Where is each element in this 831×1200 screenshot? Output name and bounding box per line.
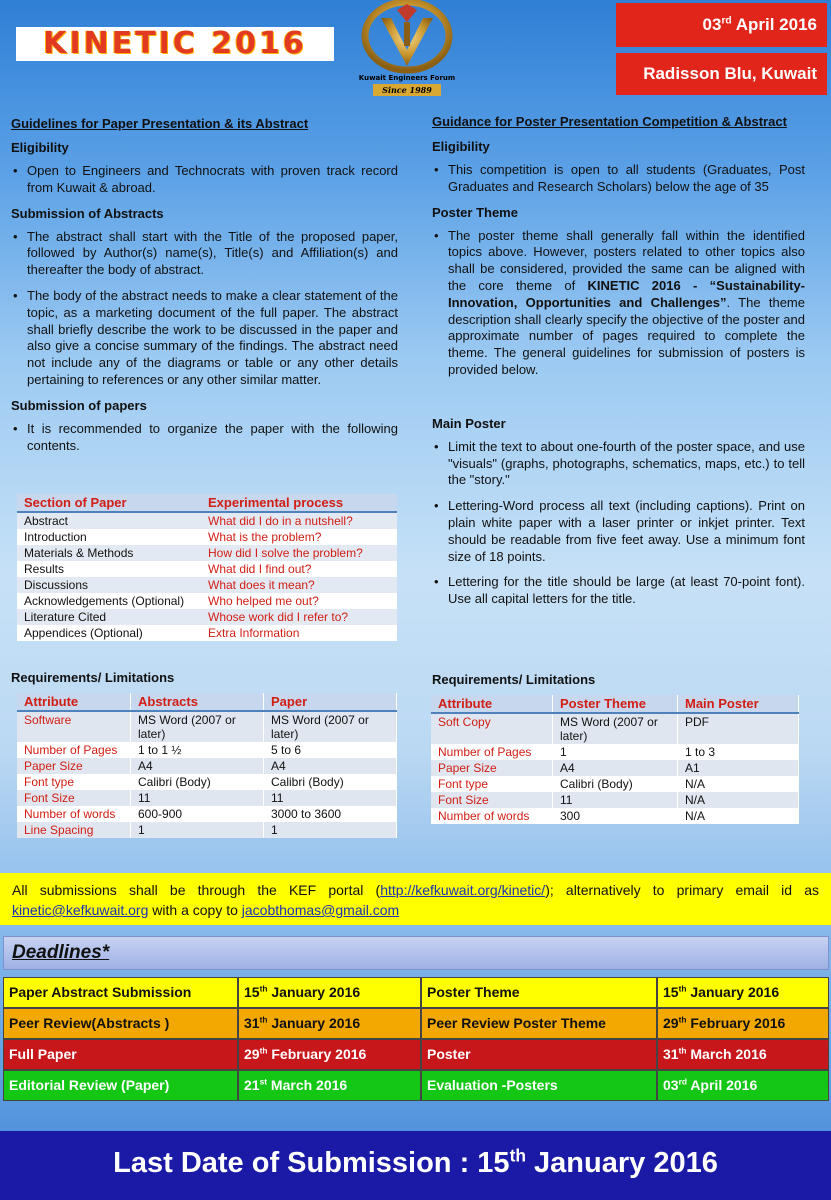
req-title: Requirements/ Limitations xyxy=(11,670,175,685)
table-cell: Font type xyxy=(431,776,553,792)
paper-guidelines xyxy=(11,116,398,454)
table-cell: How did I solve the problem? xyxy=(201,545,397,561)
table-cell: Materials & Methods xyxy=(17,545,201,561)
table-cell: Number of words xyxy=(17,806,131,822)
primary-email-link[interactable]: kinetic@kefkuwait.org xyxy=(12,902,149,918)
deadline-date: 31th January 2016 xyxy=(238,1008,421,1039)
table-row xyxy=(431,744,799,760)
table-cell: 1 to 3 xyxy=(678,744,799,760)
deadline-label: Poster Theme xyxy=(421,977,657,1008)
table-header: Main Poster xyxy=(678,695,799,713)
table-header: Paper xyxy=(264,693,397,711)
table-cell: Number of Pages xyxy=(431,744,553,760)
table-cell: Font Size xyxy=(431,792,553,808)
deadline-label: Poster xyxy=(421,1039,657,1070)
table-cell: 11 xyxy=(553,792,678,808)
poster-guidelines xyxy=(432,114,805,608)
deadline-label: Paper Abstract Submission xyxy=(3,977,238,1008)
table-row xyxy=(431,760,799,776)
deadline-date: 15th January 2016 xyxy=(657,977,829,1008)
deadline-date: 29th February 2016 xyxy=(238,1039,421,1070)
abstracts-bullet: • The abstract shall start with the Title of the proposed paper, followed by Author(s) name(s), Title(s) and Affiliation(s) and thereafter the body of abstract. xyxy=(11,229,398,279)
table-cell: 5 to 6 xyxy=(264,742,397,758)
event-venue: Radisson Blu, Kuwait xyxy=(616,53,827,95)
poster-theme-title: Poster Theme xyxy=(432,204,518,220)
table-row xyxy=(17,758,397,774)
table-header: Attribute xyxy=(17,693,131,711)
abstracts-bullet: • The body of the abstract needs to make a clear statement of the topic, as a marketing document of the full paper. The abstract shall briefly describe the work to be discussed in the paper and also give a concise summary of the findings. The abstract need not include any of the diagrams or table or any other details pertaining to references or any other similar matter. xyxy=(11,288,398,389)
deadline-row xyxy=(3,1070,829,1101)
main-poster-title: Main Poster xyxy=(432,415,506,431)
deadline-label: Editorial Review (Paper) xyxy=(3,1070,238,1101)
table-header: Abstracts xyxy=(131,693,264,711)
table-row xyxy=(17,609,397,625)
deadline-date: 03rd April 2016 xyxy=(657,1070,829,1101)
table-cell: MS Word (2007 or later) xyxy=(264,711,397,742)
table-cell: Discussions xyxy=(17,577,201,593)
table-row xyxy=(17,625,397,641)
table-header: Section of Paper xyxy=(17,494,201,512)
table-cell: Paper Size xyxy=(431,760,553,776)
papers-title: Submission of papers xyxy=(11,397,147,413)
table-cell: Introduction xyxy=(24,530,87,544)
table-row xyxy=(431,713,799,744)
table-row xyxy=(17,593,397,609)
kinetic-logo: KINETIC 2016 xyxy=(16,27,334,61)
table-row xyxy=(431,808,799,824)
table-cell: 300 xyxy=(553,808,678,824)
table-header: Attribute xyxy=(431,695,553,713)
deadline-date: 31th March 2016 xyxy=(657,1039,829,1070)
papers-text: • It is recommended to organize the paper with the following contents. xyxy=(11,421,398,455)
table-cell: 3000 to 3600 xyxy=(264,806,397,822)
kef-emblem-icon xyxy=(353,0,461,100)
table-cell: Abstract xyxy=(17,512,201,529)
table-cell: Paper Size xyxy=(17,758,131,774)
table-cell: MS Word (2007 or later) xyxy=(553,713,678,744)
eligibility-text: • This competition is open to all students (Graduates, Post Graduates and Research Scholars) below the age of 35 xyxy=(432,162,805,196)
deadline-label: Evaluation -Posters xyxy=(421,1070,657,1101)
table-cell: A1 xyxy=(678,760,799,776)
paper-guidelines-heading: Guidelines for Paper Presentation & its Abstract xyxy=(11,116,309,131)
table-cell: 1 xyxy=(264,822,397,838)
table-cell: Whose work did I refer to? xyxy=(201,609,397,625)
deadline-row xyxy=(3,977,829,1008)
table-cell: Literature Cited xyxy=(17,609,201,625)
eligibility-title: Eligibility xyxy=(11,140,69,155)
submission-notice: All submissions shall be through the KEF portal (http://kefkuwait.org/kinetic/); alternatively to primary email id as kinetic@kefkuwait.org with a copy to jacobthomas@gmail.com xyxy=(0,873,831,925)
table-cell: 11 xyxy=(131,790,264,806)
table-cell: N/A xyxy=(678,792,799,808)
table-cell: Soft Copy xyxy=(431,713,553,744)
req-title: Requirements/ Limitations xyxy=(432,672,596,687)
table-cell: Calibri (Body) xyxy=(264,774,397,790)
table-row xyxy=(17,742,397,758)
poster-requirements-table xyxy=(431,695,799,824)
deadline-row xyxy=(3,1039,829,1070)
table-cell: MS Word (2007 or later) xyxy=(131,711,264,742)
table-row xyxy=(17,512,397,529)
table-cell: Font Size xyxy=(17,790,131,806)
table-row xyxy=(17,529,397,545)
table-cell: Number of Pages xyxy=(17,742,131,758)
table-header: Experimental process xyxy=(201,494,397,512)
table-cell: A4 xyxy=(131,758,264,774)
table-cell: What did I find out? xyxy=(208,562,312,576)
table-cell: Font type xyxy=(17,774,131,790)
table-cell: Calibri (Body) xyxy=(553,776,678,792)
paper-requirements-table xyxy=(17,693,397,838)
table-cell: What does it mean? xyxy=(201,577,397,593)
deadlines-title: Deadlines* xyxy=(3,936,829,970)
emblem-caption: Kuwait Engineers Forum xyxy=(358,74,456,82)
table-row xyxy=(17,545,397,561)
main-poster-bullet: • Lettering-Word process all text (including captions). Print on plain white paper with a laser printer or inkjet printer. Text should be readable from five feet away. Use a minimum font size of 18 points. xyxy=(432,498,805,565)
table-cell: N/A xyxy=(678,808,799,824)
deadline-row xyxy=(3,1008,829,1039)
table-row xyxy=(17,711,397,742)
deadline-date: 29th February 2016 xyxy=(657,1008,829,1039)
table-cell: Extra Information xyxy=(208,626,300,640)
eligibility-title: Eligibility xyxy=(432,139,490,154)
table-cell: 1 xyxy=(553,744,678,760)
table-cell: 1 to 1 ½ xyxy=(131,742,264,758)
portal-link[interactable]: http://kefkuwait.org/kinetic/ xyxy=(380,882,546,898)
abstracts-title: Submission of Abstracts xyxy=(11,205,164,221)
paper-sections-table xyxy=(17,494,397,641)
table-cell: Software xyxy=(17,711,131,742)
poster-guidelines-heading: Guidance for Poster Presentation Competition & Abstract xyxy=(432,114,787,129)
last-date-banner: Last Date of Submission : 15th January 2016 xyxy=(0,1131,831,1200)
table-cell: 1 xyxy=(131,822,264,838)
table-cell: 600-900 xyxy=(131,806,264,822)
table-row xyxy=(17,822,397,838)
emblem-since: Since 1989 xyxy=(382,85,432,95)
copy-email-link[interactable]: jacobthomas@gmail.com xyxy=(241,902,400,918)
poster-theme-text: • The poster theme shall generally fall within the identified topics above. However, posters related to other topics also shall be considered, provided the same can be aligned with the core theme of KINETIC 2016 - “Sustainability-Innovation, Opportunities and Challenges”. The theme description shall clearly specify the objective of the poster and approximate number of pages required to complete the theme. The general guidelines for submission of posters is provided below. xyxy=(432,228,805,379)
table-cell: 11 xyxy=(264,790,397,806)
table-row xyxy=(17,806,397,822)
table-row xyxy=(17,774,397,790)
table-cell: PDF xyxy=(678,713,799,744)
deadline-label: Peer Review Poster Theme xyxy=(421,1008,657,1039)
table-row xyxy=(17,577,397,593)
table-row xyxy=(431,792,799,808)
table-cell: Line Spacing xyxy=(17,822,131,838)
table-header: Poster Theme xyxy=(553,695,678,713)
table-cell: Calibri (Body) xyxy=(131,774,264,790)
deadline-date: 21st March 2016 xyxy=(238,1070,421,1101)
eligibility-text: • Open to Engineers and Technocrats with proven track record from Kuwait & abroad. xyxy=(11,163,398,197)
table-cell: Appendices (Optional) xyxy=(24,626,143,640)
main-poster-bullet: • Limit the text to about one-fourth of the poster space, and use "visuals" (graphs, photographs, schematics, maps, etc.) to tell the "story." xyxy=(432,439,805,489)
table-cell: Number of words xyxy=(431,808,553,824)
main-poster-bullet: • Lettering for the title should be large (at least 70-point font). Use all capital letters for the title. xyxy=(432,574,805,608)
table-cell: Who helped me out? xyxy=(208,594,319,608)
table-cell: Results xyxy=(24,562,65,576)
deadline-label: Full Paper xyxy=(3,1039,238,1070)
deadline-label: Peer Review(Abstracts ) xyxy=(3,1008,238,1039)
table-cell: A4 xyxy=(264,758,397,774)
deadline-date: 15th January 2016 xyxy=(238,977,421,1008)
table-cell: A4 xyxy=(553,760,678,776)
event-date: 03rd April 2016 xyxy=(616,3,827,47)
table-cell: What did I do in a nutshell? xyxy=(201,512,397,529)
table-row xyxy=(431,776,799,792)
table-row xyxy=(17,790,397,806)
table-row xyxy=(17,561,397,577)
table-cell: Acknowledgements (Optional) xyxy=(24,594,185,608)
table-cell: What is the problem? xyxy=(208,530,322,544)
table-cell: N/A xyxy=(678,776,799,792)
